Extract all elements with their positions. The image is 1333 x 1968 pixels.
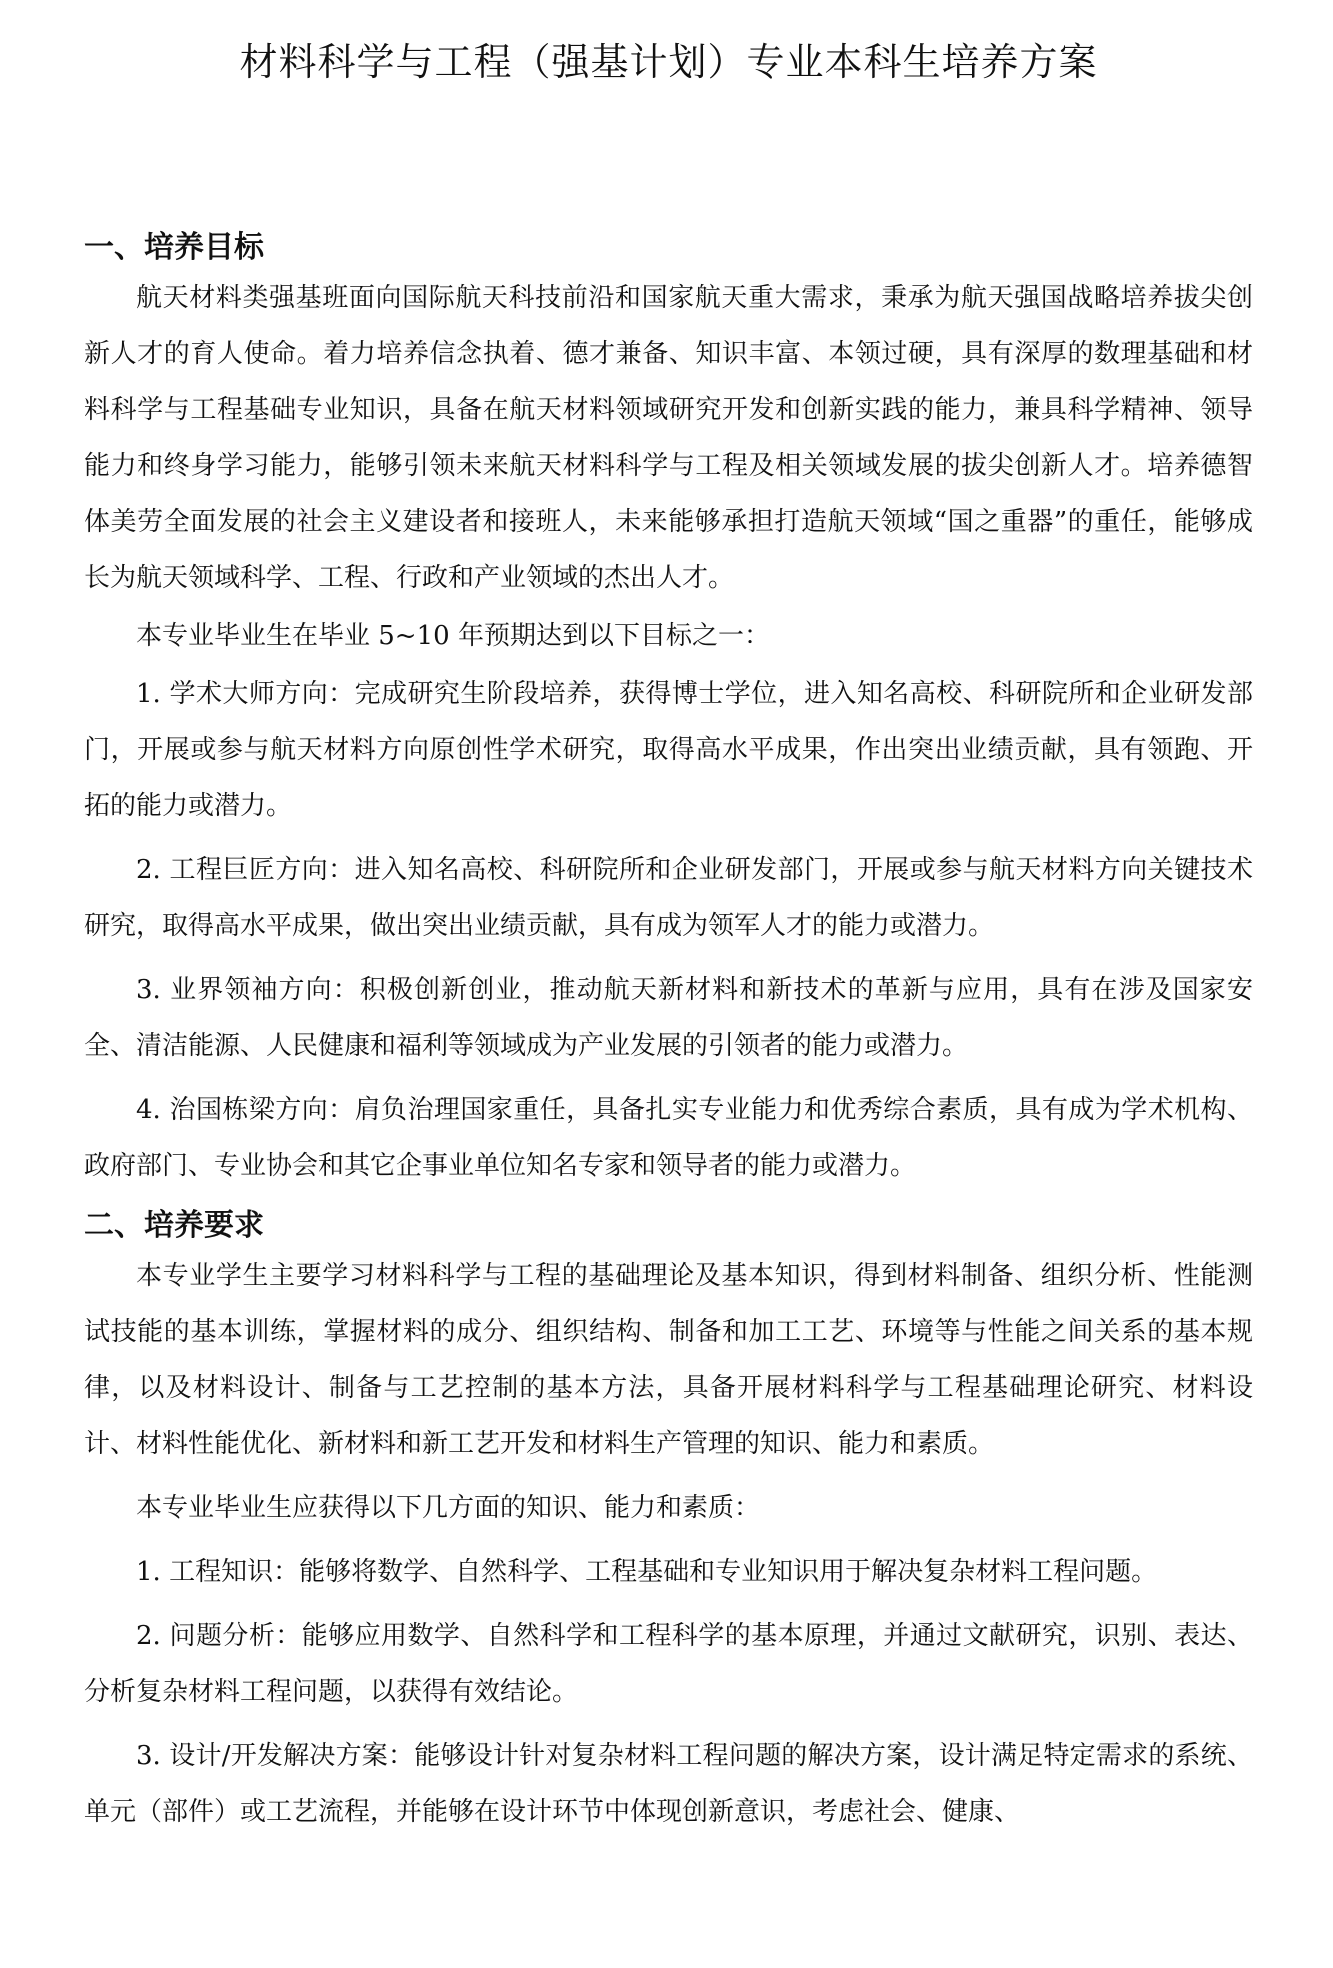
requirement-item-3: 3. 设计/开发解决方案：能够设计针对复杂材料工程问题的解决方案，设计满足特定需求的系统、单元（部件）或工艺流程，并能够在设计环节中体现创新意识，考虑社会、健康、 [84,1741,1253,1827]
section-heading-training-requirements: 二、培养要求 [84,1208,264,1243]
requirement-item-1: 1. 工程知识：能够将数学、自然科学、工程基础和专业知识用于解决复杂材料工程问题。 [136,1557,1158,1587]
requirements-intro-paragraph: 本专业学生主要学习材料科学与工程的基础理论及基本知识，得到材料制备、组织分析、性能测试技能的基本训练，掌握材料的成分、组织结构、制备和加工工艺、环境等与性能之间关系的基本规律，以及材料设计、制备与工艺控制的基本方法，具备开展材料科学与工程基础理论研究、材料设计、材料性能优化、新材料和新工艺开发和材料生产管理的知识、能力和素质。 [84,1261,1253,1459]
objective-item-3: 3. 业界领袖方向：积极创新创业，推动航天新材料和新技术的革新与应用，具有在涉及国家安全、清洁能源、人民健康和福利等领域成为产业发展的引领者的能力或潜力。 [84,975,1253,1061]
objective-item-2: 2. 工程巨匠方向：进入知名高校、科研院所和企业研发部门，开展或参与航天材料方向关键技术研究，取得高水平成果，做出突出业绩贡献，具有成为领军人才的能力或潜力。 [84,855,1253,941]
document-title: 材料科学与工程（强基计划）专业本科生培养方案 [239,40,1098,84]
objectives-intro-paragraph: 航天材料类强基班面向国际航天科技前沿和国家航天重大需求，秉承为航天强国战略培养拔尖创新人才的育人使命。着力培养信念执着、德才兼备、知识丰富、本领过硬，具有深厚的数理基础和材料科学与工程基础专业知识，具备在航天材料领域研究开发和创新实践的能力，兼具科学精神、领导能力和终身学习能力，能够引领未来航天材料科学与工程及相关领域发展的拔尖创新人才。培养德智体美劳全面发展的社会主义建设者和接班人，未来能够承担打造航天领域“国之重器”的重任，能够成长为航天领域科学、工程、行政和产业领域的杰出人才。 [84,283,1253,593]
objectives-lead-paragraph: 本专业毕业生在毕业 5~10 年预期达到以下目标之一： [136,621,770,651]
objective-item-1: 1. 学术大师方向：完成研究生阶段培养，获得博士学位，进入知名高校、科研院所和企业研发部门，开展或参与航天材料方向原创性学术研究，取得高水平成果，作出突出业绩贡献，具有领跑、开拓的能力或潜力。 [84,679,1253,821]
section-heading-training-objectives: 一、培养目标 [84,230,264,265]
requirements-lead-paragraph: 本专业毕业生应获得以下几方面的知识、能力和素质： [136,1493,761,1523]
objective-item-4: 4. 治国栋梁方向：肩负治理国家重任，具备扎实专业能力和优秀综合素质，具有成为学术机构、政府部门、专业协会和其它企事业单位知名专家和领导者的能力或潜力。 [84,1095,1253,1181]
requirement-item-2: 2. 问题分析：能够应用数学、自然科学和工程科学的基本原理，并通过文献研究，识别、表达、分析复杂材料工程问题，以获得有效结论。 [84,1621,1253,1707]
